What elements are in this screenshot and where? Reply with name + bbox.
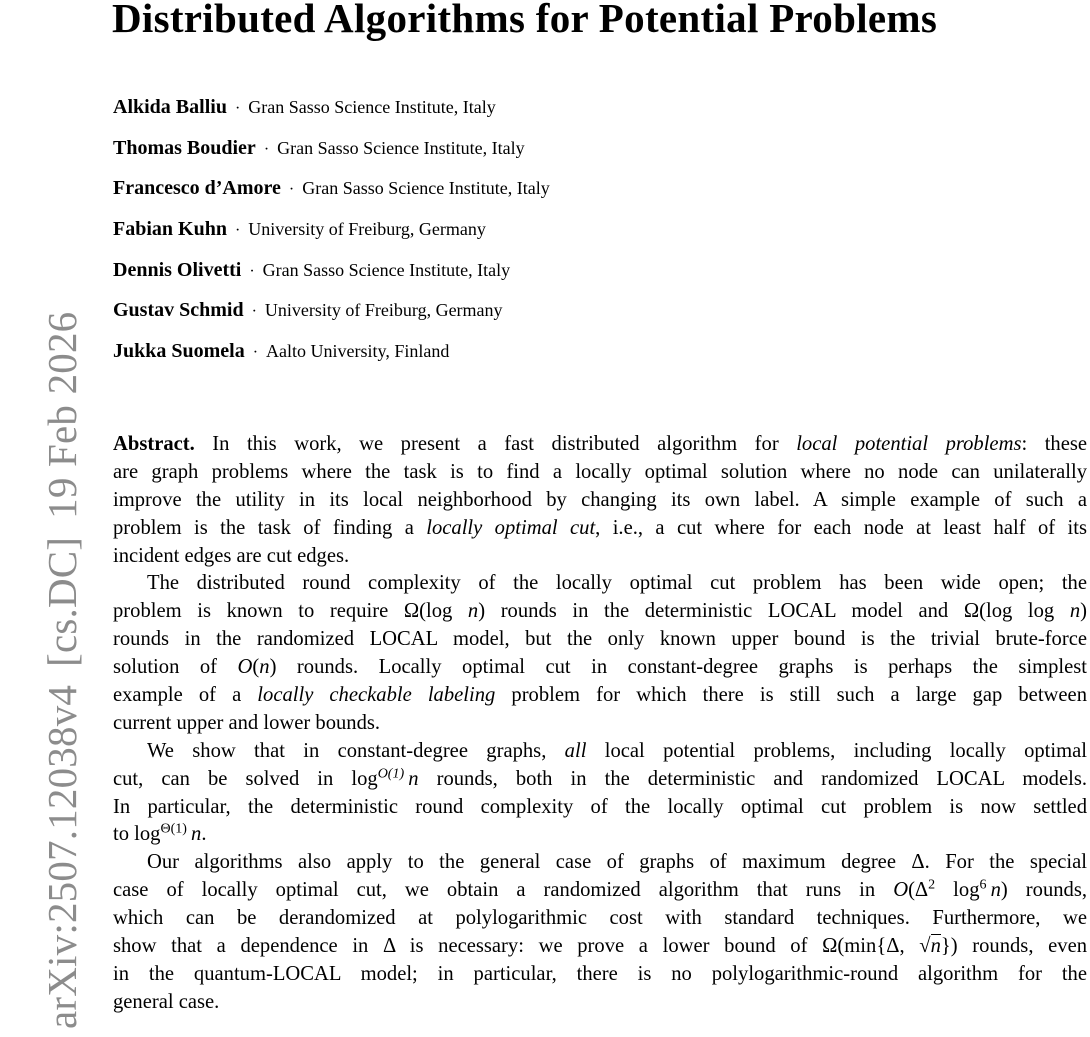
abstract-line bbox=[113, 431, 1087, 459]
math-var: O bbox=[237, 656, 253, 679]
author-separator: · bbox=[263, 140, 270, 158]
text: problem is the task of finding a bbox=[113, 516, 427, 539]
math-var: n bbox=[191, 823, 202, 846]
author-separator: · bbox=[234, 222, 241, 240]
abstract-line bbox=[113, 877, 1087, 905]
author-affiliation: Gran Sasso Science Institute, Italy bbox=[262, 259, 511, 280]
math-var: n bbox=[259, 656, 270, 679]
math-superscript: 6 bbox=[979, 877, 987, 893]
text: cut, can be solved in log bbox=[113, 767, 378, 790]
author-name: Fabian Kuhn bbox=[113, 218, 227, 241]
paper-title: Distributed Algorithms for Potential Problems bbox=[112, 0, 938, 41]
text: (Δ bbox=[908, 879, 929, 902]
math-superscript: Θ(1) bbox=[160, 821, 187, 837]
author-name: Jukka Suomela bbox=[113, 340, 245, 363]
author-name: Alkida Balliu bbox=[113, 96, 227, 118]
text: show that a dependence in Δ is necessary: we prove a lower bound of Ω(min{Δ, √ bbox=[113, 935, 931, 958]
emphasis: locally checkable labeling bbox=[257, 684, 496, 707]
math-var: n bbox=[408, 767, 419, 790]
emphasis: locally optimal cut bbox=[426, 516, 596, 539]
author-name: Gustav Schmid bbox=[113, 299, 244, 322]
text: ) bbox=[1080, 600, 1087, 623]
emphasis: local potential problems bbox=[796, 433, 1022, 455]
abstract-line: are graph problems where the task is to find a locally optimal solution where no node can unilaterally bbox=[113, 460, 1087, 483]
arxiv-id: arXiv:2507.12038v4 bbox=[39, 684, 85, 1029]
arxiv-category: [cs.DC] bbox=[39, 536, 85, 667]
abstract bbox=[113, 431, 1087, 1017]
text: example of a bbox=[113, 684, 258, 707]
text: . bbox=[201, 823, 207, 846]
author-list bbox=[113, 95, 550, 380]
text: problem is known to require Ω(log bbox=[113, 600, 468, 623]
author-separator: · bbox=[288, 181, 295, 199]
text: local potential problems, including locally optimal bbox=[586, 739, 1087, 762]
abstract-line: incident edges are cut edges. bbox=[113, 544, 350, 567]
math-var: n bbox=[467, 600, 479, 623]
abstract-line bbox=[113, 515, 1087, 543]
author-separator: · bbox=[251, 303, 257, 321]
text: , i.e., a cut where for each node at least half of its bbox=[595, 516, 1087, 539]
text: ) rounds, bbox=[1000, 879, 1087, 902]
abstract-line: In particular, the deterministic round complexity of the locally optimal cut problem is now settled bbox=[113, 795, 1087, 818]
abstract-line bbox=[113, 766, 1087, 794]
math-var: n bbox=[990, 879, 1001, 902]
author-entry bbox=[113, 95, 550, 136]
abstract-line bbox=[113, 933, 1087, 961]
abstract-line: Our algorithms also apply to the general case of graphs of maximum degree Δ. For the special bbox=[147, 851, 1087, 874]
text: ) rounds in the deterministic LOCAL model and Ω(log log bbox=[478, 600, 1070, 623]
text: }) rounds, even bbox=[940, 935, 1088, 958]
abstract-label: Abstract. bbox=[113, 433, 195, 455]
abstract-line: improve the utility in its local neighborhood by changing its own label. A simple example of such a bbox=[113, 488, 1087, 511]
text: We show that in constant-degree graphs, bbox=[147, 739, 565, 762]
author-affiliation: Gran Sasso Science Institute, Italy bbox=[302, 178, 550, 199]
author-entry bbox=[113, 136, 550, 177]
emphasis: all bbox=[564, 739, 587, 762]
author-separator: · bbox=[252, 344, 259, 362]
text: solution of bbox=[113, 656, 238, 679]
abstract-line: which can be derandomized at polylogarithmic cost with standard techniques. Furthermore, we bbox=[113, 907, 1087, 930]
author-entry bbox=[113, 258, 550, 299]
author-affiliation: University of Freiburg, Germany bbox=[264, 300, 503, 321]
text: In this work, we present a fast distributed algorithm for bbox=[194, 433, 797, 455]
math-superscript: 2 bbox=[928, 877, 936, 893]
text: log bbox=[935, 879, 980, 902]
abstract-line: current upper and lower bounds. bbox=[113, 711, 381, 734]
author-affiliation: Aalto University, Finland bbox=[266, 341, 450, 362]
text: rounds, both in the deterministic and randomized LOCAL models. bbox=[418, 767, 1087, 790]
author-entry bbox=[113, 339, 550, 380]
text: ( bbox=[252, 656, 260, 679]
author-separator: · bbox=[249, 262, 255, 280]
arxiv-watermark bbox=[2, 307, 85, 1029]
abstract-line bbox=[113, 598, 1087, 626]
abstract-line bbox=[113, 738, 1087, 766]
author-affiliation: Gran Sasso Science Institute, Italy bbox=[277, 137, 525, 158]
author-name: Thomas Boudier bbox=[113, 136, 256, 159]
math-superscript: O(1) bbox=[377, 765, 405, 781]
author-name: Francesco d’Amore bbox=[113, 177, 281, 200]
abstract-line: general case. bbox=[113, 990, 220, 1013]
author-affiliation: Gran Sasso Science Institute, Italy bbox=[248, 97, 496, 117]
abstract-line bbox=[113, 654, 1087, 682]
author-affiliation: University of Freiburg, Germany bbox=[248, 219, 486, 240]
abstract-line bbox=[113, 682, 1087, 710]
arxiv-date: 19 Feb 2026 bbox=[39, 311, 85, 519]
abstract-line: rounds in the randomized LOCAL model, but the only known upper bound is the trivial brute-force bbox=[113, 628, 1087, 651]
author-entry bbox=[113, 298, 550, 339]
math-var: n bbox=[1069, 600, 1081, 623]
text: problem for which there is still such a large gap between bbox=[495, 684, 1087, 707]
author-separator: · bbox=[234, 100, 241, 117]
math-var: n bbox=[930, 935, 941, 958]
author-entry bbox=[113, 217, 550, 258]
author-entry bbox=[113, 176, 550, 217]
author-name: Dennis Olivetti bbox=[113, 258, 242, 281]
text: : these bbox=[1021, 433, 1088, 455]
math-var: O bbox=[893, 879, 909, 902]
text: to log bbox=[113, 823, 161, 846]
abstract-line: in the quantum-LOCAL model; in particular, there is no polylogarithmic-round algorithm for the bbox=[113, 962, 1087, 985]
abstract-line bbox=[113, 821, 1087, 849]
text: ) rounds. Locally optimal cut in constant-degree graphs is perhaps the simplest bbox=[269, 656, 1087, 679]
text: case of locally optimal cut, we obtain a randomized algorithm that runs in bbox=[113, 879, 894, 902]
abstract-line: The distributed round complexity of the locally optimal cut problem has been wide open; the bbox=[147, 572, 1087, 595]
